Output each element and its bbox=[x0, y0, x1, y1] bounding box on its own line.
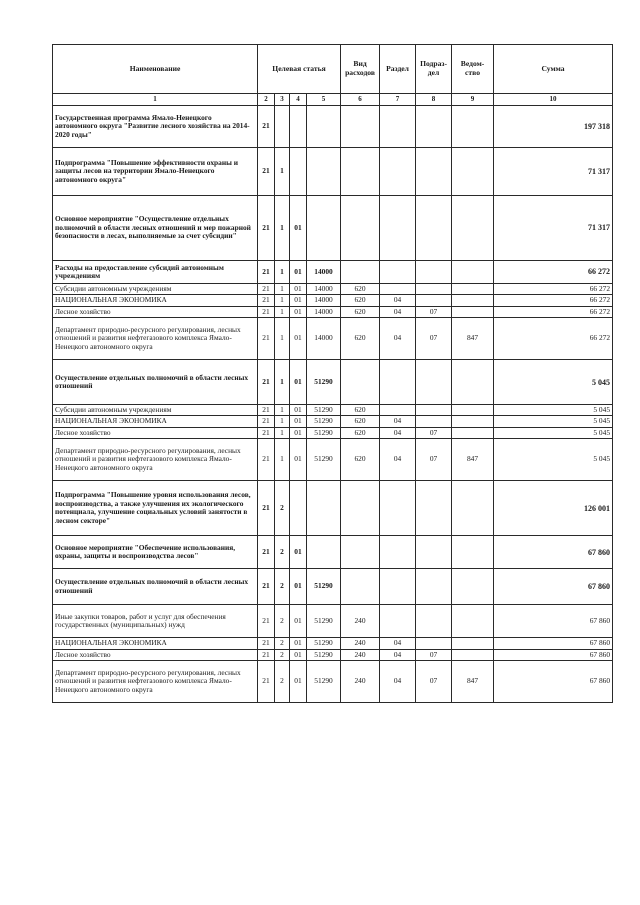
cell-direction-code bbox=[307, 148, 341, 196]
cell-activity-code: 01 bbox=[290, 284, 307, 295]
cell-program-code: 21 bbox=[258, 295, 275, 306]
cell-name: Основное мероприятие "Обеспечение использования, охраны, защиты и воспроизводства лесов" bbox=[53, 536, 258, 569]
cell-subprogram-code: 1 bbox=[275, 295, 290, 306]
cell-direction-code: 51290 bbox=[307, 427, 341, 438]
column-number: 1 bbox=[53, 94, 258, 106]
cell-sum: 67 860 bbox=[494, 569, 613, 605]
cell-department bbox=[452, 481, 494, 536]
cell-department bbox=[452, 196, 494, 261]
cell-activity-code: 01 bbox=[290, 261, 307, 284]
cell-direction-code bbox=[307, 196, 341, 261]
cell-activity-code: 01 bbox=[290, 295, 307, 306]
cell-sum: 67 860 bbox=[494, 605, 613, 638]
column-number: 10 bbox=[494, 94, 613, 106]
cell-expense-type: 620 bbox=[341, 284, 380, 295]
table-row bbox=[53, 427, 613, 438]
cell-section bbox=[380, 106, 416, 148]
cell-name: НАЦИОНАЛЬНАЯ ЭКОНОМИКА bbox=[53, 638, 258, 649]
cell-subsection: 07 bbox=[416, 649, 452, 660]
table-row bbox=[53, 106, 613, 148]
cell-subprogram-code: 2 bbox=[275, 569, 290, 605]
cell-sum: 5 045 bbox=[494, 427, 613, 438]
cell-activity-code: 01 bbox=[290, 306, 307, 317]
cell-name: Департамент природно-ресурсного регулирования, лесных отношений и развития нефтегазового комплекса Ямало-Ненецкого автономного округа bbox=[53, 439, 258, 481]
cell-program-code: 21 bbox=[258, 261, 275, 284]
cell-direction-code: 51290 bbox=[307, 416, 341, 427]
cell-program-code: 21 bbox=[258, 427, 275, 438]
cell-section bbox=[380, 569, 416, 605]
cell-direction-code: 51290 bbox=[307, 439, 341, 481]
cell-name: Лесное хозяйство bbox=[53, 649, 258, 660]
column-number: 8 bbox=[416, 94, 452, 106]
cell-section bbox=[380, 605, 416, 638]
cell-sum: 67 860 bbox=[494, 638, 613, 649]
cell-subsection bbox=[416, 405, 452, 416]
cell-activity-code: 01 bbox=[290, 405, 307, 416]
cell-program-code: 21 bbox=[258, 318, 275, 360]
cell-section: 04 bbox=[380, 427, 416, 438]
cell-sum: 5 045 bbox=[494, 360, 613, 405]
cell-program-code: 21 bbox=[258, 569, 275, 605]
table-row bbox=[53, 569, 613, 605]
cell-sum: 71 317 bbox=[494, 196, 613, 261]
cell-sum: 67 860 bbox=[494, 536, 613, 569]
cell-direction-code: 51290 bbox=[307, 405, 341, 416]
cell-program-code: 21 bbox=[258, 536, 275, 569]
cell-program-code: 21 bbox=[258, 649, 275, 660]
cell-sum: 66 272 bbox=[494, 306, 613, 317]
cell-subsection: 07 bbox=[416, 660, 452, 702]
column-number: 2 bbox=[258, 94, 275, 106]
cell-program-code: 21 bbox=[258, 360, 275, 405]
cell-name: НАЦИОНАЛЬНАЯ ЭКОНОМИКА bbox=[53, 295, 258, 306]
table-header-row bbox=[53, 45, 613, 94]
cell-department bbox=[452, 306, 494, 317]
cell-name: Субсидии автономным учреждениям bbox=[53, 405, 258, 416]
cell-subsection bbox=[416, 261, 452, 284]
cell-direction-code bbox=[307, 106, 341, 148]
table-row bbox=[53, 536, 613, 569]
cell-program-code: 21 bbox=[258, 439, 275, 481]
cell-name: Осуществление отдельных полномочий в области лесных отношений bbox=[53, 569, 258, 605]
cell-subprogram-code: 2 bbox=[275, 481, 290, 536]
column-number-row bbox=[53, 94, 613, 106]
cell-sum: 66 272 bbox=[494, 295, 613, 306]
cell-subsection bbox=[416, 196, 452, 261]
cell-expense-type bbox=[341, 106, 380, 148]
cell-subprogram-code: 1 bbox=[275, 318, 290, 360]
cell-section: 04 bbox=[380, 295, 416, 306]
cell-direction-code: 51290 bbox=[307, 649, 341, 660]
cell-program-code: 21 bbox=[258, 660, 275, 702]
cell-direction-code: 14000 bbox=[307, 306, 341, 317]
cell-section: 04 bbox=[380, 660, 416, 702]
cell-subsection bbox=[416, 148, 452, 196]
table-row bbox=[53, 416, 613, 427]
cell-department bbox=[452, 360, 494, 405]
cell-subprogram-code: 1 bbox=[275, 284, 290, 295]
cell-program-code: 21 bbox=[258, 481, 275, 536]
cell-name: Иные закупки товаров, работ и услуг для обеспечения государственных (муниципальных) нужд bbox=[53, 605, 258, 638]
cell-expense-type bbox=[341, 536, 380, 569]
cell-subprogram-code: 1 bbox=[275, 360, 290, 405]
table-row bbox=[53, 148, 613, 196]
cell-direction-code: 14000 bbox=[307, 284, 341, 295]
cell-direction-code: 51290 bbox=[307, 569, 341, 605]
cell-direction-code: 51290 bbox=[307, 638, 341, 649]
cell-program-code: 21 bbox=[258, 638, 275, 649]
cell-activity-code: 01 bbox=[290, 569, 307, 605]
cell-expense-type bbox=[341, 196, 380, 261]
cell-expense-type: 620 bbox=[341, 405, 380, 416]
cell-sum: 67 860 bbox=[494, 649, 613, 660]
cell-activity-code: 01 bbox=[290, 427, 307, 438]
cell-section bbox=[380, 405, 416, 416]
cell-expense-type: 620 bbox=[341, 427, 380, 438]
cell-name: Государственная программа Ямало-Ненецкого автономного округа "Развитие лесного хозяйства на 2014-2020 годы" bbox=[53, 106, 258, 148]
table-row bbox=[53, 306, 613, 317]
cell-subsection bbox=[416, 605, 452, 638]
cell-sum: 67 860 bbox=[494, 660, 613, 702]
cell-subprogram-code: 2 bbox=[275, 660, 290, 702]
cell-expense-type: 240 bbox=[341, 649, 380, 660]
cell-program-code: 21 bbox=[258, 196, 275, 261]
table-row bbox=[53, 605, 613, 638]
cell-activity-code: 01 bbox=[290, 416, 307, 427]
header-section: Раздел bbox=[380, 45, 416, 94]
table-row bbox=[53, 405, 613, 416]
header-expense-type: Вид расходов bbox=[341, 45, 380, 94]
cell-sum: 66 272 bbox=[494, 261, 613, 284]
cell-expense-type: 620 bbox=[341, 306, 380, 317]
cell-activity-code: 01 bbox=[290, 638, 307, 649]
table-row bbox=[53, 284, 613, 295]
table-row bbox=[53, 261, 613, 284]
cell-department bbox=[452, 536, 494, 569]
cell-subsection bbox=[416, 295, 452, 306]
cell-department bbox=[452, 295, 494, 306]
cell-direction-code: 14000 bbox=[307, 261, 341, 284]
cell-subprogram-code: 2 bbox=[275, 638, 290, 649]
cell-name: Подпрограмма "Повышение эффективности охраны и защиты лесов на территории Ямало-Ненецкого автономного округа" bbox=[53, 148, 258, 196]
table-row bbox=[53, 638, 613, 649]
cell-expense-type bbox=[341, 569, 380, 605]
cell-activity-code: 01 bbox=[290, 536, 307, 569]
cell-direction-code: 14000 bbox=[307, 318, 341, 360]
cell-expense-type bbox=[341, 148, 380, 196]
cell-expense-type: 620 bbox=[341, 318, 380, 360]
cell-sum: 5 045 bbox=[494, 439, 613, 481]
table-row bbox=[53, 295, 613, 306]
cell-program-code: 21 bbox=[258, 148, 275, 196]
cell-name: Лесное хозяйство bbox=[53, 427, 258, 438]
cell-department bbox=[452, 284, 494, 295]
cell-program-code: 21 bbox=[258, 405, 275, 416]
cell-section bbox=[380, 261, 416, 284]
cell-program-code: 21 bbox=[258, 605, 275, 638]
cell-section: 04 bbox=[380, 306, 416, 317]
cell-name: Подпрограмма "Повышение уровня использования лесов, воспроизводства, а также улучшения их экологического потенциала, улучшение социальных условий занятости в лесном секторе" bbox=[53, 481, 258, 536]
cell-department bbox=[452, 416, 494, 427]
header-department: Ведом-ство bbox=[452, 45, 494, 94]
cell-sum: 66 272 bbox=[494, 318, 613, 360]
cell-program-code: 21 bbox=[258, 106, 275, 148]
header-target-article: Целевая статья bbox=[258, 45, 341, 94]
cell-sum: 5 045 bbox=[494, 416, 613, 427]
cell-department bbox=[452, 148, 494, 196]
cell-subprogram-code: 1 bbox=[275, 439, 290, 481]
cell-activity-code: 01 bbox=[290, 649, 307, 660]
table-row bbox=[53, 649, 613, 660]
cell-expense-type bbox=[341, 261, 380, 284]
cell-sum: 5 045 bbox=[494, 405, 613, 416]
cell-section bbox=[380, 148, 416, 196]
cell-section bbox=[380, 481, 416, 536]
cell-program-code: 21 bbox=[258, 284, 275, 295]
cell-expense-type bbox=[341, 360, 380, 405]
cell-name: Субсидии автономным учреждениям bbox=[53, 284, 258, 295]
cell-sum: 197 318 bbox=[494, 106, 613, 148]
cell-expense-type: 620 bbox=[341, 416, 380, 427]
cell-direction-code: 14000 bbox=[307, 295, 341, 306]
cell-sum: 71 317 bbox=[494, 148, 613, 196]
cell-section bbox=[380, 536, 416, 569]
cell-subprogram-code: 1 bbox=[275, 196, 290, 261]
cell-direction-code: 51290 bbox=[307, 660, 341, 702]
cell-subsection bbox=[416, 360, 452, 405]
cell-expense-type: 240 bbox=[341, 605, 380, 638]
cell-section: 04 bbox=[380, 638, 416, 649]
table-row bbox=[53, 439, 613, 481]
cell-subsection bbox=[416, 416, 452, 427]
cell-expense-type: 240 bbox=[341, 638, 380, 649]
column-number: 9 bbox=[452, 94, 494, 106]
cell-name: Департамент природно-ресурсного регулирования, лесных отношений и развития нефтегазового комплекса Ямало-Ненецкого автономного округа bbox=[53, 660, 258, 702]
header-sum: Сумма bbox=[494, 45, 613, 94]
cell-activity-code bbox=[290, 106, 307, 148]
column-number: 4 bbox=[290, 94, 307, 106]
cell-expense-type bbox=[341, 481, 380, 536]
cell-subprogram-code: 1 bbox=[275, 261, 290, 284]
cell-subsection bbox=[416, 638, 452, 649]
cell-department bbox=[452, 427, 494, 438]
cell-subprogram-code: 1 bbox=[275, 427, 290, 438]
cell-activity-code bbox=[290, 148, 307, 196]
table-body bbox=[53, 106, 613, 703]
cell-direction-code bbox=[307, 481, 341, 536]
cell-direction-code: 51290 bbox=[307, 360, 341, 405]
cell-section: 04 bbox=[380, 439, 416, 481]
cell-activity-code: 01 bbox=[290, 605, 307, 638]
cell-subprogram-code: 2 bbox=[275, 649, 290, 660]
cell-subprogram-code: 2 bbox=[275, 536, 290, 569]
cell-subsection bbox=[416, 569, 452, 605]
cell-subprogram-code: 1 bbox=[275, 306, 290, 317]
cell-section bbox=[380, 360, 416, 405]
cell-direction-code bbox=[307, 536, 341, 569]
cell-name: Лесное хозяйство bbox=[53, 306, 258, 317]
cell-activity-code: 01 bbox=[290, 318, 307, 360]
cell-subsection bbox=[416, 481, 452, 536]
header-subsection: Подраз-дел bbox=[416, 45, 452, 94]
cell-name: Департамент природно-ресурсного регулирования, лесных отношений и развития нефтегазового комплекса Ямало-Ненецкого автономного округа bbox=[53, 318, 258, 360]
cell-subsection bbox=[416, 536, 452, 569]
cell-subsection bbox=[416, 106, 452, 148]
cell-section: 04 bbox=[380, 318, 416, 360]
cell-department bbox=[452, 106, 494, 148]
table-row bbox=[53, 660, 613, 702]
cell-subsection: 07 bbox=[416, 427, 452, 438]
cell-subprogram-code: 1 bbox=[275, 148, 290, 196]
table-row bbox=[53, 360, 613, 405]
table-row bbox=[53, 318, 613, 360]
cell-activity-code: 01 bbox=[290, 660, 307, 702]
cell-activity-code: 01 bbox=[290, 360, 307, 405]
cell-department bbox=[452, 649, 494, 660]
header-name: Наименование bbox=[53, 45, 258, 94]
cell-sum: 126 001 bbox=[494, 481, 613, 536]
cell-subprogram-code bbox=[275, 106, 290, 148]
cell-subprogram-code: 2 bbox=[275, 605, 290, 638]
cell-expense-type: 240 bbox=[341, 660, 380, 702]
table-row bbox=[53, 196, 613, 261]
cell-section: 04 bbox=[380, 649, 416, 660]
column-number: 6 bbox=[341, 94, 380, 106]
cell-subsection: 07 bbox=[416, 318, 452, 360]
cell-program-code: 21 bbox=[258, 306, 275, 317]
cell-department bbox=[452, 261, 494, 284]
cell-department: 847 bbox=[452, 439, 494, 481]
cell-department: 847 bbox=[452, 318, 494, 360]
cell-expense-type: 620 bbox=[341, 439, 380, 481]
cell-activity-code: 01 bbox=[290, 196, 307, 261]
cell-section bbox=[380, 196, 416, 261]
cell-department: 847 bbox=[452, 660, 494, 702]
cell-subsection: 07 bbox=[416, 306, 452, 317]
column-number: 7 bbox=[380, 94, 416, 106]
cell-subsection bbox=[416, 284, 452, 295]
column-number: 5 bbox=[307, 94, 341, 106]
cell-subsection: 07 bbox=[416, 439, 452, 481]
cell-name: НАЦИОНАЛЬНАЯ ЭКОНОМИКА bbox=[53, 416, 258, 427]
cell-department bbox=[452, 569, 494, 605]
cell-sum: 66 272 bbox=[494, 284, 613, 295]
cell-name: Основное мероприятие "Осуществление отдельных полномочий в области лесных отношений и мер пожарной безопасности в лесах, выполняемые за счет субсидии" bbox=[53, 196, 258, 261]
cell-direction-code: 51290 bbox=[307, 605, 341, 638]
cell-expense-type: 620 bbox=[341, 295, 380, 306]
cell-section: 04 bbox=[380, 416, 416, 427]
cell-name: Расходы на предоставление субсидий автономным учреждениям bbox=[53, 261, 258, 284]
cell-section bbox=[380, 284, 416, 295]
cell-activity-code bbox=[290, 481, 307, 536]
cell-activity-code: 01 bbox=[290, 439, 307, 481]
cell-program-code: 21 bbox=[258, 416, 275, 427]
cell-department bbox=[452, 605, 494, 638]
cell-subprogram-code: 1 bbox=[275, 416, 290, 427]
cell-department bbox=[452, 638, 494, 649]
cell-department bbox=[452, 405, 494, 416]
cell-name: Осуществление отдельных полномочий в области лесных отношений bbox=[53, 360, 258, 405]
column-number: 3 bbox=[275, 94, 290, 106]
budget-table bbox=[52, 44, 613, 703]
cell-subprogram-code: 1 bbox=[275, 405, 290, 416]
table-row bbox=[53, 481, 613, 536]
